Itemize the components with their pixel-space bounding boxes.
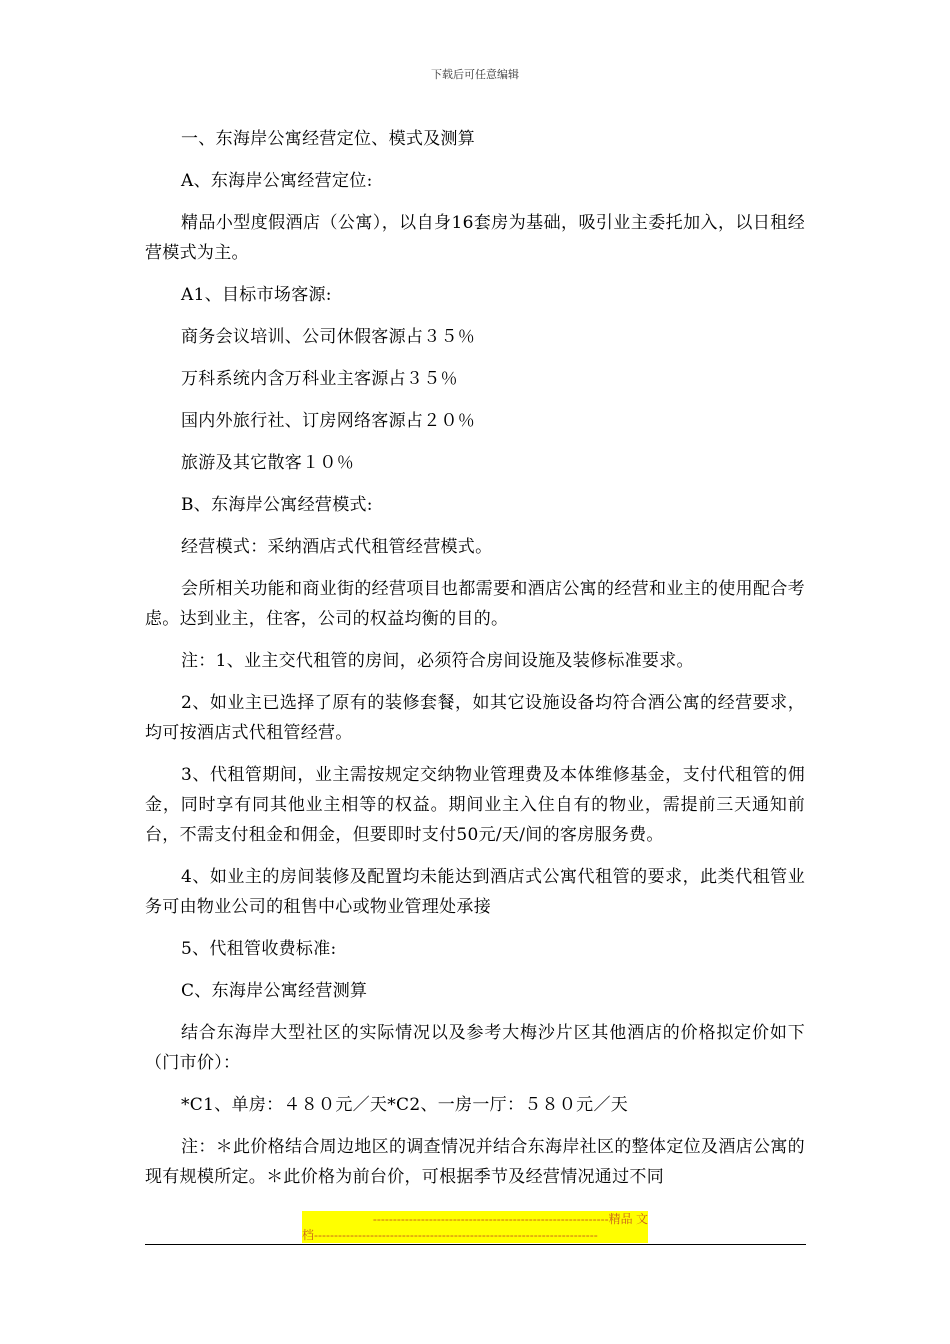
market-item-travel-agency: 国内外旅行社、订房网络客源占２０％ [181,411,476,431]
heading-calculation: C、东海岸公寓经营测算 [181,981,368,1001]
market-item-business: 商务会议培训、公司休假客源占３５％ [181,327,476,347]
paragraph-pricing-intro: 结合东海岸大型社区的实际情况以及参考大梅沙片区其他酒店的价格拟定价如下（门市价）： [145,1023,805,1073]
note-1: 注：1、业主交代租管的房间，必须符合房间设施及装修标准要求。 [181,651,694,671]
paragraph-clubhouse: 会所相关功能和商业街的经营项目也都需要和酒店公寓的经营和业主的使用配合考虑。达到业主，住客，公司的权益均衡的目的。 [145,579,805,629]
paragraph-price-note: 注：＊此价格结合周边地区的调查情况并结合东海岸社区的整体定位及酒店公寓的现有规模所定。＊此价格为前台价，可根据季节及经营情况通过不同 [145,1137,805,1187]
market-item-vanke: 万科系统内含万科业主客源占３５％ [181,369,458,389]
heading-mode: B、东海岸公寓经营模式: [181,495,373,515]
note-2: 2、如业主已选择了原有的装修套餐，如其它设施设备均符合酒公寓的经营要求，均可按酒店式代租管经营。 [145,693,805,743]
paragraph-prices: *C1、单房：４８０元／天*C2、一房一厅：５８０元／天 [181,1095,629,1115]
document-body [145,124,805,1204]
heading-target-market: A1、目标市场客源: [181,285,332,305]
paragraph-mode: 经营模式：采纳酒店式代租管经营模式。 [181,537,493,557]
footer-rule [145,1244,806,1245]
market-item-tourists: 旅游及其它散客１０％ [181,453,354,473]
page-header: 下载后可任意编辑 [431,68,519,81]
note-3: 3、代租管期间，业主需按规定交纳物业管理费及本体维修基金，支付代租管的佣金，同时享有同其他业主相等的权益。期间业主入住自有的物业，需提前三天通知前台，不需支付租金和佣金，但要即时支付50元/天/间的客房服务费。 [145,765,805,845]
footer-line-2: 档----------------------------------------------------------------------- [302,1227,648,1243]
footer-line-1: -----------------------------------------------------------精品 文 [302,1211,648,1227]
heading-positioning: A、东海岸公寓经营定位: [181,171,373,191]
note-5: 5、代租管收费标准: [181,939,337,959]
paragraph-positioning: 精品小型度假酒店（公寓），以自身16套房为基础，吸引业主委托加入，以日租经营模式为主。 [145,213,805,263]
heading-section-1: 一、东海岸公寓经营定位、模式及测算 [181,129,476,149]
note-4: 4、如业主的房间装修及配置均未能达到酒店式公寓代租管的要求，此类代租管业务可由物业公司的租售中心或物业管理处承接 [145,867,805,917]
footer-watermark [302,1211,648,1243]
